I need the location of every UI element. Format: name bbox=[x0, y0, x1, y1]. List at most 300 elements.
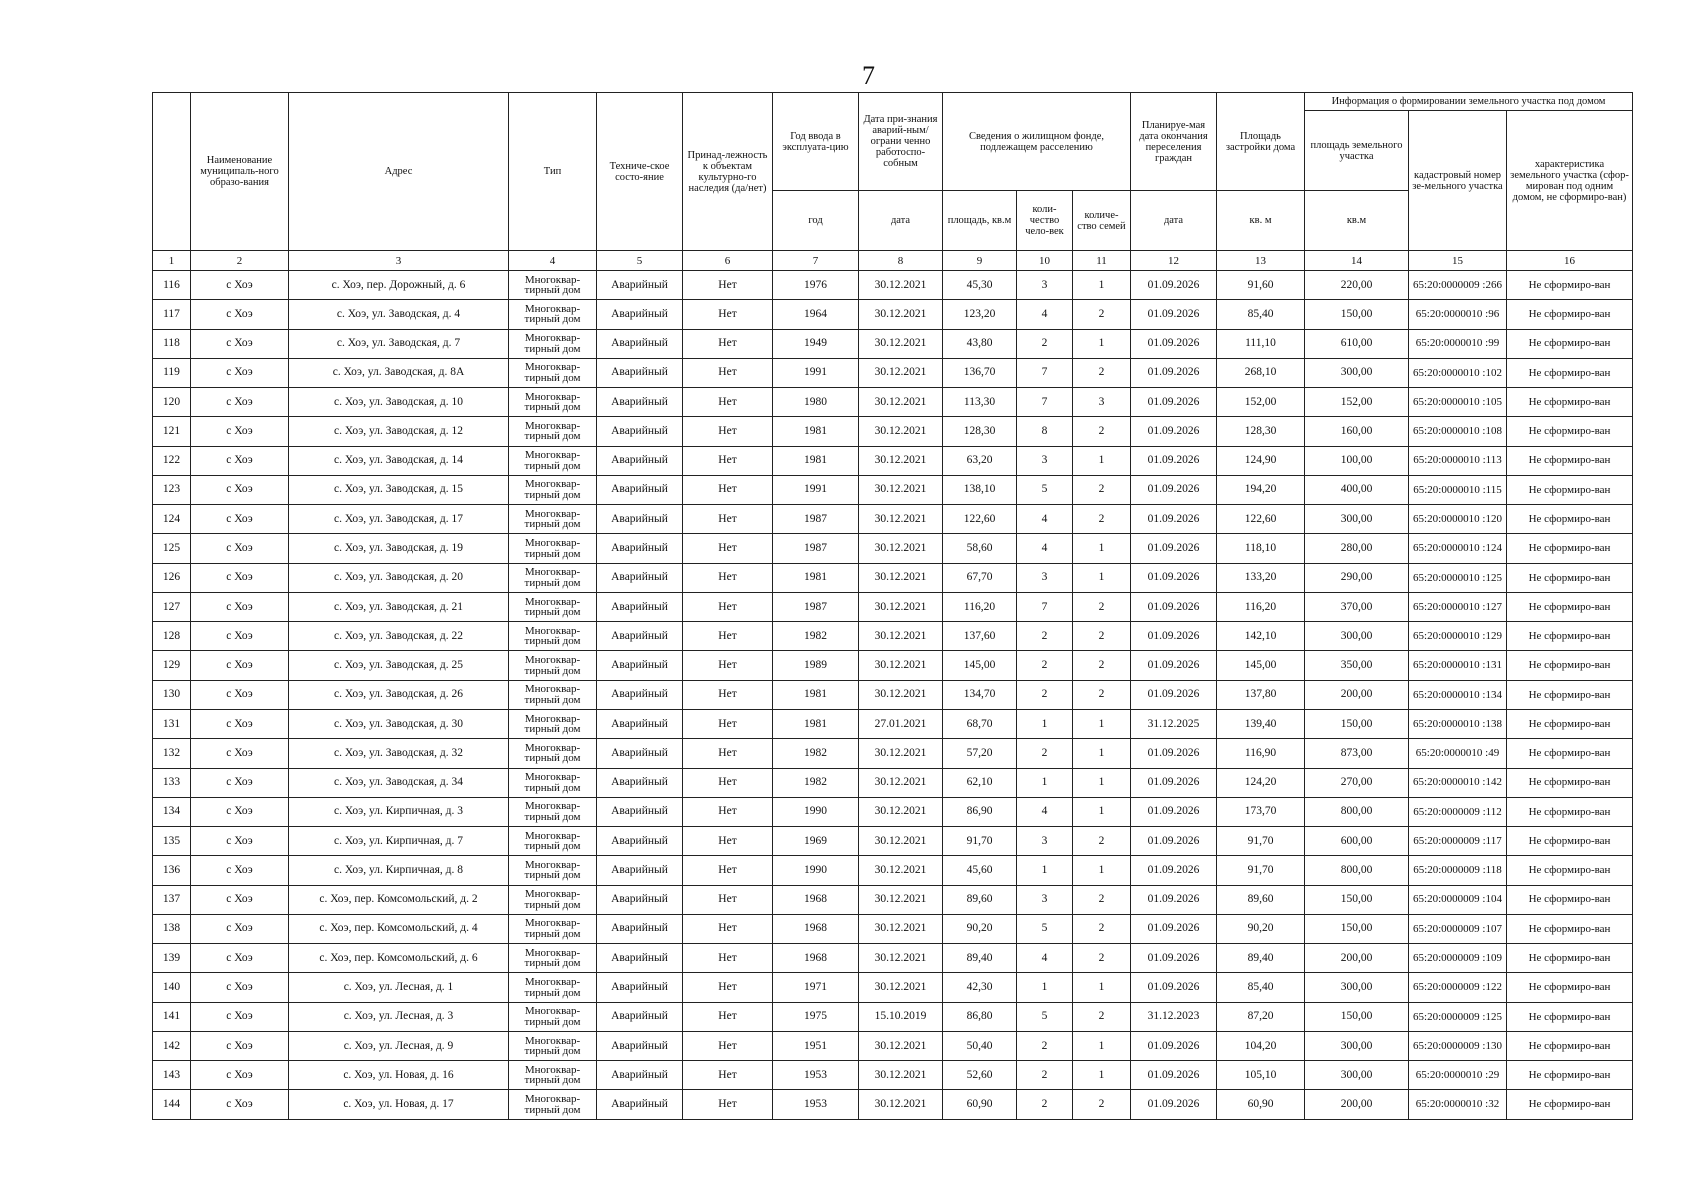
emergency-date-cell: 30.12.2021 bbox=[859, 1031, 943, 1060]
table-row bbox=[153, 973, 1633, 1002]
table-row bbox=[153, 417, 1633, 446]
table-row bbox=[153, 1031, 1633, 1060]
header-cadastral-number: кадастровый номер зе-мельного участка bbox=[1409, 111, 1507, 251]
housing-area-cell: 145,00 bbox=[943, 651, 1017, 680]
year-cell: 1987 bbox=[773, 592, 859, 621]
column-number: 5 bbox=[597, 251, 683, 271]
year-cell: 1982 bbox=[773, 768, 859, 797]
people-count-cell: 5 bbox=[1017, 914, 1073, 943]
year-cell: 1980 bbox=[773, 388, 859, 417]
municipality-cell: с Хоэ bbox=[191, 680, 289, 709]
year-cell: 1969 bbox=[773, 827, 859, 856]
municipality-cell: с Хоэ bbox=[191, 1090, 289, 1120]
address-cell: с. Хоэ, ул. Заводская, д. 4 bbox=[289, 300, 509, 329]
footprint-area-cell: 104,20 bbox=[1217, 1031, 1305, 1060]
land-area-cell: 610,00 bbox=[1305, 329, 1409, 358]
municipality-cell: с Хоэ bbox=[191, 885, 289, 914]
technical-state-cell: Аварийный bbox=[597, 739, 683, 768]
year-cell: 1991 bbox=[773, 475, 859, 504]
land-area-cell: 200,00 bbox=[1305, 944, 1409, 973]
year-cell: 1981 bbox=[773, 446, 859, 475]
resettlement-date-cell: 01.09.2026 bbox=[1131, 651, 1217, 680]
year-cell: 1975 bbox=[773, 1002, 859, 1031]
housing-area-cell: 86,90 bbox=[943, 797, 1017, 826]
year-cell: 1981 bbox=[773, 563, 859, 592]
header-row-number bbox=[153, 93, 191, 251]
heritage-cell: Нет bbox=[683, 768, 773, 797]
municipality-cell: с Хоэ bbox=[191, 475, 289, 504]
technical-state-cell: Аварийный bbox=[597, 622, 683, 651]
emergency-date-cell: 30.12.2021 bbox=[859, 944, 943, 973]
footprint-area-cell: 133,20 bbox=[1217, 563, 1305, 592]
address-cell: с. Хоэ, ул. Заводская, д. 19 bbox=[289, 534, 509, 563]
resettlement-date-cell: 01.09.2026 bbox=[1131, 417, 1217, 446]
emergency-date-cell: 30.12.2021 bbox=[859, 797, 943, 826]
header-land-area-unit: кв.м bbox=[1305, 191, 1409, 251]
housing-area-cell: 90,20 bbox=[943, 914, 1017, 943]
land-character-cell: Не сформиро-ван bbox=[1507, 1061, 1633, 1090]
families-count-cell: 2 bbox=[1073, 1090, 1131, 1120]
header-footprint-unit: кв. м bbox=[1217, 191, 1305, 251]
footprint-area-cell: 142,10 bbox=[1217, 622, 1305, 651]
row-number: 118 bbox=[153, 329, 191, 358]
type-cell: Многоквар-тирный дом bbox=[509, 680, 597, 709]
housing-area-cell: 134,70 bbox=[943, 680, 1017, 709]
table-row bbox=[153, 358, 1633, 387]
emergency-date-cell: 30.12.2021 bbox=[859, 973, 943, 1002]
land-character-cell: Не сформиро-ван bbox=[1507, 944, 1633, 973]
people-count-cell: 2 bbox=[1017, 680, 1073, 709]
heritage-cell: Нет bbox=[683, 417, 773, 446]
address-cell: с. Хоэ, пер. Комсомольский, д. 2 bbox=[289, 885, 509, 914]
land-area-cell: 600,00 bbox=[1305, 827, 1409, 856]
column-number: 8 bbox=[859, 251, 943, 271]
type-cell: Многоквар-тирный дом bbox=[509, 1090, 597, 1120]
technical-state-cell: Аварийный bbox=[597, 475, 683, 504]
header-address: Адрес bbox=[289, 93, 509, 251]
emergency-date-cell: 27.01.2021 bbox=[859, 709, 943, 738]
row-number: 136 bbox=[153, 856, 191, 885]
heritage-cell: Нет bbox=[683, 885, 773, 914]
heritage-cell: Нет bbox=[683, 300, 773, 329]
address-cell: с. Хоэ, ул. Новая, д. 17 bbox=[289, 1090, 509, 1120]
resettlement-date-cell: 01.09.2026 bbox=[1131, 592, 1217, 621]
footprint-area-cell: 87,20 bbox=[1217, 1002, 1305, 1031]
row-number: 128 bbox=[153, 622, 191, 651]
resettlement-date-cell: 01.09.2026 bbox=[1131, 300, 1217, 329]
housing-area-cell: 52,60 bbox=[943, 1061, 1017, 1090]
cadastral-number-cell: 65:20:0000010 :138 bbox=[1409, 709, 1507, 738]
footprint-area-cell: 116,90 bbox=[1217, 739, 1305, 768]
technical-state-cell: Аварийный bbox=[597, 388, 683, 417]
land-character-cell: Не сформиро-ван bbox=[1507, 768, 1633, 797]
year-cell: 1968 bbox=[773, 944, 859, 973]
emergency-date-cell: 30.12.2021 bbox=[859, 680, 943, 709]
housing-area-cell: 86,80 bbox=[943, 1002, 1017, 1031]
table-row bbox=[153, 797, 1633, 826]
row-number: 122 bbox=[153, 446, 191, 475]
emergency-date-cell: 30.12.2021 bbox=[859, 446, 943, 475]
row-number: 134 bbox=[153, 797, 191, 826]
year-cell: 1971 bbox=[773, 973, 859, 1002]
cadastral-number-cell: 65:20:0000010 :129 bbox=[1409, 622, 1507, 651]
header-housing-area: площадь, кв.м bbox=[943, 191, 1017, 251]
header-housing-group: Сведения о жилищном фонде, подлежащем расселению bbox=[943, 93, 1131, 191]
address-cell: с. Хоэ, пер. Комсомольский, д. 6 bbox=[289, 944, 509, 973]
land-area-cell: 152,00 bbox=[1305, 388, 1409, 417]
land-character-cell: Не сформиро-ван bbox=[1507, 1031, 1633, 1060]
address-cell: с. Хоэ, ул. Заводская, д. 14 bbox=[289, 446, 509, 475]
people-count-cell: 2 bbox=[1017, 329, 1073, 358]
housing-area-cell: 137,60 bbox=[943, 622, 1017, 651]
technical-state-cell: Аварийный bbox=[597, 446, 683, 475]
municipality-cell: с Хоэ bbox=[191, 739, 289, 768]
column-number: 15 bbox=[1409, 251, 1507, 271]
resettlement-date-cell: 31.12.2025 bbox=[1131, 709, 1217, 738]
row-number: 138 bbox=[153, 914, 191, 943]
year-cell: 1989 bbox=[773, 651, 859, 680]
land-character-cell: Не сформиро-ван bbox=[1507, 856, 1633, 885]
heritage-cell: Нет bbox=[683, 827, 773, 856]
technical-state-cell: Аварийный bbox=[597, 1061, 683, 1090]
year-cell: 1976 bbox=[773, 271, 859, 300]
land-character-cell: Не сформиро-ван bbox=[1507, 651, 1633, 680]
type-cell: Многоквар-тирный дом bbox=[509, 827, 597, 856]
row-number: 142 bbox=[153, 1031, 191, 1060]
row-number: 132 bbox=[153, 739, 191, 768]
address-cell: с. Хоэ, ул. Заводская, д. 15 bbox=[289, 475, 509, 504]
land-character-cell: Не сформиро-ван bbox=[1507, 914, 1633, 943]
housing-area-cell: 50,40 bbox=[943, 1031, 1017, 1060]
municipality-cell: с Хоэ bbox=[191, 827, 289, 856]
families-count-cell: 1 bbox=[1073, 973, 1131, 1002]
heritage-cell: Нет bbox=[683, 1090, 773, 1120]
resettlement-date-cell: 01.09.2026 bbox=[1131, 1031, 1217, 1060]
municipality-cell: с Хоэ bbox=[191, 534, 289, 563]
page-number: 7 bbox=[862, 61, 875, 90]
type-cell: Многоквар-тирный дом bbox=[509, 300, 597, 329]
technical-state-cell: Аварийный bbox=[597, 563, 683, 592]
housing-area-cell: 43,80 bbox=[943, 329, 1017, 358]
footprint-area-cell: 116,20 bbox=[1217, 592, 1305, 621]
emergency-date-cell: 30.12.2021 bbox=[859, 417, 943, 446]
heritage-cell: Нет bbox=[683, 1031, 773, 1060]
type-cell: Многоквар-тирный дом bbox=[509, 973, 597, 1002]
cadastral-number-cell: 65:20:0000010 :29 bbox=[1409, 1061, 1507, 1090]
footprint-area-cell: 60,90 bbox=[1217, 1090, 1305, 1120]
table-row bbox=[153, 651, 1633, 680]
land-area-cell: 100,00 bbox=[1305, 446, 1409, 475]
cadastral-number-cell: 65:20:0000009 :118 bbox=[1409, 856, 1507, 885]
type-cell: Многоквар-тирный дом bbox=[509, 271, 597, 300]
table-row bbox=[153, 739, 1633, 768]
families-count-cell: 2 bbox=[1073, 827, 1131, 856]
resettlement-date-cell: 31.12.2023 bbox=[1131, 1002, 1217, 1031]
column-number: 9 bbox=[943, 251, 1017, 271]
type-cell: Многоквар-тирный дом bbox=[509, 417, 597, 446]
header-land-group: Информация о формировании земельного участка под домом bbox=[1305, 93, 1633, 111]
type-cell: Многоквар-тирный дом bbox=[509, 885, 597, 914]
resettlement-date-cell: 01.09.2026 bbox=[1131, 505, 1217, 534]
technical-state-cell: Аварийный bbox=[597, 417, 683, 446]
technical-state-cell: Аварийный bbox=[597, 944, 683, 973]
address-cell: с. Хоэ, ул. Заводская, д. 30 bbox=[289, 709, 509, 738]
address-cell: с. Хоэ, ул. Новая, д. 16 bbox=[289, 1061, 509, 1090]
families-count-cell: 2 bbox=[1073, 680, 1131, 709]
address-cell: с. Хоэ, ул. Кирпичная, д. 8 bbox=[289, 856, 509, 885]
housing-area-cell: 123,20 bbox=[943, 300, 1017, 329]
people-count-cell: 5 bbox=[1017, 1002, 1073, 1031]
families-count-cell: 1 bbox=[1073, 797, 1131, 826]
header-year-group: Год ввода в эксплуата-цию bbox=[773, 93, 859, 191]
header-land-area-group: площадь земельного участка bbox=[1305, 111, 1409, 191]
header-emergency-date: дата bbox=[859, 191, 943, 251]
table-row bbox=[153, 592, 1633, 621]
resettlement-date-cell: 01.09.2026 bbox=[1131, 856, 1217, 885]
housing-area-cell: 60,90 bbox=[943, 1090, 1017, 1120]
housing-area-cell: 45,60 bbox=[943, 856, 1017, 885]
land-character-cell: Не сформиро-ван bbox=[1507, 827, 1633, 856]
address-cell: с. Хоэ, ул. Лесная, д. 3 bbox=[289, 1002, 509, 1031]
year-cell: 1990 bbox=[773, 797, 859, 826]
technical-state-cell: Аварийный bbox=[597, 300, 683, 329]
column-number: 6 bbox=[683, 251, 773, 271]
families-count-cell: 2 bbox=[1073, 417, 1131, 446]
footprint-area-cell: 124,20 bbox=[1217, 768, 1305, 797]
land-area-cell: 200,00 bbox=[1305, 680, 1409, 709]
land-area-cell: 300,00 bbox=[1305, 973, 1409, 1002]
people-count-cell: 3 bbox=[1017, 271, 1073, 300]
row-number: 130 bbox=[153, 680, 191, 709]
families-count-cell: 1 bbox=[1073, 709, 1131, 738]
year-cell: 1968 bbox=[773, 885, 859, 914]
people-count-cell: 2 bbox=[1017, 1061, 1073, 1090]
families-count-cell: 3 bbox=[1073, 388, 1131, 417]
land-character-cell: Не сформиро-ван bbox=[1507, 885, 1633, 914]
housing-area-cell: 91,70 bbox=[943, 827, 1017, 856]
resettlement-date-cell: 01.09.2026 bbox=[1131, 475, 1217, 504]
housing-area-cell: 62,10 bbox=[943, 768, 1017, 797]
header-cultural-heritage: Принад-лежность к объектам культурно-го наследия (да/нет) bbox=[683, 93, 773, 251]
people-count-cell: 3 bbox=[1017, 827, 1073, 856]
address-cell: с. Хоэ, пер. Дорожный, д. 6 bbox=[289, 271, 509, 300]
table-body bbox=[153, 271, 1633, 1120]
table-row bbox=[153, 680, 1633, 709]
footprint-area-cell: 124,90 bbox=[1217, 446, 1305, 475]
municipality-cell: с Хоэ bbox=[191, 1031, 289, 1060]
technical-state-cell: Аварийный bbox=[597, 856, 683, 885]
cadastral-number-cell: 65:20:0000010 :120 bbox=[1409, 505, 1507, 534]
emergency-date-cell: 30.12.2021 bbox=[859, 475, 943, 504]
municipality-cell: с Хоэ bbox=[191, 973, 289, 1002]
cadastral-number-cell: 65:20:0000010 :115 bbox=[1409, 475, 1507, 504]
people-count-cell: 3 bbox=[1017, 563, 1073, 592]
technical-state-cell: Аварийный bbox=[597, 1002, 683, 1031]
land-character-cell: Не сформиро-ван bbox=[1507, 475, 1633, 504]
people-count-cell: 7 bbox=[1017, 592, 1073, 621]
housing-area-cell: 57,20 bbox=[943, 739, 1017, 768]
emergency-date-cell: 30.12.2021 bbox=[859, 1061, 943, 1090]
people-count-cell: 2 bbox=[1017, 1031, 1073, 1060]
people-count-cell: 1 bbox=[1017, 973, 1073, 1002]
resettlement-date-cell: 01.09.2026 bbox=[1131, 563, 1217, 592]
type-cell: Многоквар-тирный дом bbox=[509, 856, 597, 885]
row-number: 139 bbox=[153, 944, 191, 973]
address-cell: с. Хоэ, ул. Заводская, д. 26 bbox=[289, 680, 509, 709]
land-area-cell: 270,00 bbox=[1305, 768, 1409, 797]
table-row bbox=[153, 944, 1633, 973]
table-header bbox=[153, 93, 1633, 271]
header-footprint-group: Площадь застройки дома bbox=[1217, 93, 1305, 191]
address-cell: с. Хоэ, ул. Заводская, д. 21 bbox=[289, 592, 509, 621]
cadastral-number-cell: 65:20:0000009 :266 bbox=[1409, 271, 1507, 300]
column-number: 1 bbox=[153, 251, 191, 271]
heritage-cell: Нет bbox=[683, 446, 773, 475]
cadastral-number-cell: 65:20:0000009 :130 bbox=[1409, 1031, 1507, 1060]
land-area-cell: 150,00 bbox=[1305, 709, 1409, 738]
table-row bbox=[153, 505, 1633, 534]
type-cell: Многоквар-тирный дом bbox=[509, 768, 597, 797]
address-cell: с. Хоэ, ул. Заводская, д. 22 bbox=[289, 622, 509, 651]
land-area-cell: 150,00 bbox=[1305, 914, 1409, 943]
header-technical-state: Техниче-ское состо-яние bbox=[597, 93, 683, 251]
footprint-area-cell: 122,60 bbox=[1217, 505, 1305, 534]
column-number: 14 bbox=[1305, 251, 1409, 271]
people-count-cell: 2 bbox=[1017, 739, 1073, 768]
families-count-cell: 1 bbox=[1073, 1061, 1131, 1090]
resettlement-date-cell: 01.09.2026 bbox=[1131, 797, 1217, 826]
technical-state-cell: Аварийный bbox=[597, 709, 683, 738]
land-area-cell: 280,00 bbox=[1305, 534, 1409, 563]
row-number: 137 bbox=[153, 885, 191, 914]
type-cell: Многоквар-тирный дом bbox=[509, 622, 597, 651]
table-row bbox=[153, 856, 1633, 885]
year-cell: 1981 bbox=[773, 417, 859, 446]
cadastral-number-cell: 65:20:0000010 :125 bbox=[1409, 563, 1507, 592]
year-cell: 1981 bbox=[773, 709, 859, 738]
header-emergency-group: Дата при-знания аварий-ным/ограни ченно работоспо-собным bbox=[859, 93, 943, 191]
footprint-area-cell: 128,30 bbox=[1217, 417, 1305, 446]
heritage-cell: Нет bbox=[683, 709, 773, 738]
land-area-cell: 290,00 bbox=[1305, 563, 1409, 592]
table-row bbox=[153, 768, 1633, 797]
cadastral-number-cell: 65:20:0000009 :125 bbox=[1409, 1002, 1507, 1031]
technical-state-cell: Аварийный bbox=[597, 914, 683, 943]
municipality-cell: с Хоэ bbox=[191, 358, 289, 387]
type-cell: Многоквар-тирный дом bbox=[509, 475, 597, 504]
type-cell: Многоквар-тирный дом bbox=[509, 944, 597, 973]
land-area-cell: 300,00 bbox=[1305, 1031, 1409, 1060]
housing-area-cell: 42,30 bbox=[943, 973, 1017, 1002]
families-count-cell: 2 bbox=[1073, 914, 1131, 943]
resettlement-date-cell: 01.09.2026 bbox=[1131, 271, 1217, 300]
resettlement-date-cell: 01.09.2026 bbox=[1131, 329, 1217, 358]
land-area-cell: 300,00 bbox=[1305, 505, 1409, 534]
table-row bbox=[153, 885, 1633, 914]
row-number: 135 bbox=[153, 827, 191, 856]
year-cell: 1981 bbox=[773, 680, 859, 709]
land-area-cell: 300,00 bbox=[1305, 622, 1409, 651]
address-cell: с. Хоэ, пер. Комсомольский, д. 4 bbox=[289, 914, 509, 943]
row-number: 116 bbox=[153, 271, 191, 300]
technical-state-cell: Аварийный bbox=[597, 329, 683, 358]
land-character-cell: Не сформиро-ван bbox=[1507, 680, 1633, 709]
heritage-cell: Нет bbox=[683, 1002, 773, 1031]
people-count-cell: 1 bbox=[1017, 709, 1073, 738]
people-count-cell: 4 bbox=[1017, 797, 1073, 826]
families-count-cell: 2 bbox=[1073, 944, 1131, 973]
housing-area-cell: 68,70 bbox=[943, 709, 1017, 738]
emergency-date-cell: 15.10.2019 bbox=[859, 1002, 943, 1031]
emergency-date-cell: 30.12.2021 bbox=[859, 563, 943, 592]
emergency-date-cell: 30.12.2021 bbox=[859, 271, 943, 300]
municipality-cell: с Хоэ bbox=[191, 505, 289, 534]
header-land-character: характеристика земельного участка (сфор-мирован под одним домом, не сформиро-ван) bbox=[1507, 111, 1633, 251]
technical-state-cell: Аварийный bbox=[597, 1031, 683, 1060]
table-row bbox=[153, 1061, 1633, 1090]
table-row bbox=[153, 475, 1633, 504]
column-number: 2 bbox=[191, 251, 289, 271]
footprint-area-cell: 118,10 bbox=[1217, 534, 1305, 563]
emergency-date-cell: 30.12.2021 bbox=[859, 534, 943, 563]
municipality-cell: с Хоэ bbox=[191, 417, 289, 446]
address-cell: с. Хоэ, ул. Заводская, д. 34 bbox=[289, 768, 509, 797]
municipality-cell: с Хоэ bbox=[191, 1061, 289, 1090]
year-cell: 1990 bbox=[773, 856, 859, 885]
cadastral-number-cell: 65:20:0000010 :105 bbox=[1409, 388, 1507, 417]
heritage-cell: Нет bbox=[683, 680, 773, 709]
families-count-cell: 2 bbox=[1073, 300, 1131, 329]
land-character-cell: Не сформиро-ван bbox=[1507, 592, 1633, 621]
municipality-cell: с Хоэ bbox=[191, 271, 289, 300]
resettlement-date-cell: 01.09.2026 bbox=[1131, 973, 1217, 1002]
families-count-cell: 1 bbox=[1073, 446, 1131, 475]
address-cell: с. Хоэ, ул. Лесная, д. 9 bbox=[289, 1031, 509, 1060]
families-count-cell: 2 bbox=[1073, 358, 1131, 387]
heritage-cell: Нет bbox=[683, 739, 773, 768]
type-cell: Многоквар-тирный дом bbox=[509, 534, 597, 563]
year-cell: 1953 bbox=[773, 1061, 859, 1090]
land-area-cell: 220,00 bbox=[1305, 271, 1409, 300]
resettlement-date-cell: 01.09.2026 bbox=[1131, 739, 1217, 768]
cadastral-number-cell: 65:20:0000009 :104 bbox=[1409, 885, 1507, 914]
header-housing-families: количе-ство семей bbox=[1073, 191, 1131, 251]
technical-state-cell: Аварийный bbox=[597, 885, 683, 914]
year-cell: 1982 bbox=[773, 622, 859, 651]
cadastral-number-cell: 65:20:0000010 :96 bbox=[1409, 300, 1507, 329]
footprint-area-cell: 89,40 bbox=[1217, 944, 1305, 973]
resettlement-date-cell: 01.09.2026 bbox=[1131, 944, 1217, 973]
type-cell: Многоквар-тирный дом bbox=[509, 563, 597, 592]
emergency-date-cell: 30.12.2021 bbox=[859, 768, 943, 797]
emergency-date-cell: 30.12.2021 bbox=[859, 856, 943, 885]
type-cell: Многоквар-тирный дом bbox=[509, 1031, 597, 1060]
resettlement-date-cell: 01.09.2026 bbox=[1131, 827, 1217, 856]
type-cell: Многоквар-тирный дом bbox=[509, 797, 597, 826]
land-area-cell: 800,00 bbox=[1305, 797, 1409, 826]
row-number: 133 bbox=[153, 768, 191, 797]
families-count-cell: 1 bbox=[1073, 271, 1131, 300]
families-count-cell: 1 bbox=[1073, 329, 1131, 358]
table-row bbox=[153, 329, 1633, 358]
footprint-area-cell: 194,20 bbox=[1217, 475, 1305, 504]
land-area-cell: 370,00 bbox=[1305, 592, 1409, 621]
people-count-cell: 5 bbox=[1017, 475, 1073, 504]
municipality-cell: с Хоэ bbox=[191, 592, 289, 621]
header-year: год bbox=[773, 191, 859, 251]
footprint-area-cell: 85,40 bbox=[1217, 300, 1305, 329]
land-area-cell: 300,00 bbox=[1305, 358, 1409, 387]
